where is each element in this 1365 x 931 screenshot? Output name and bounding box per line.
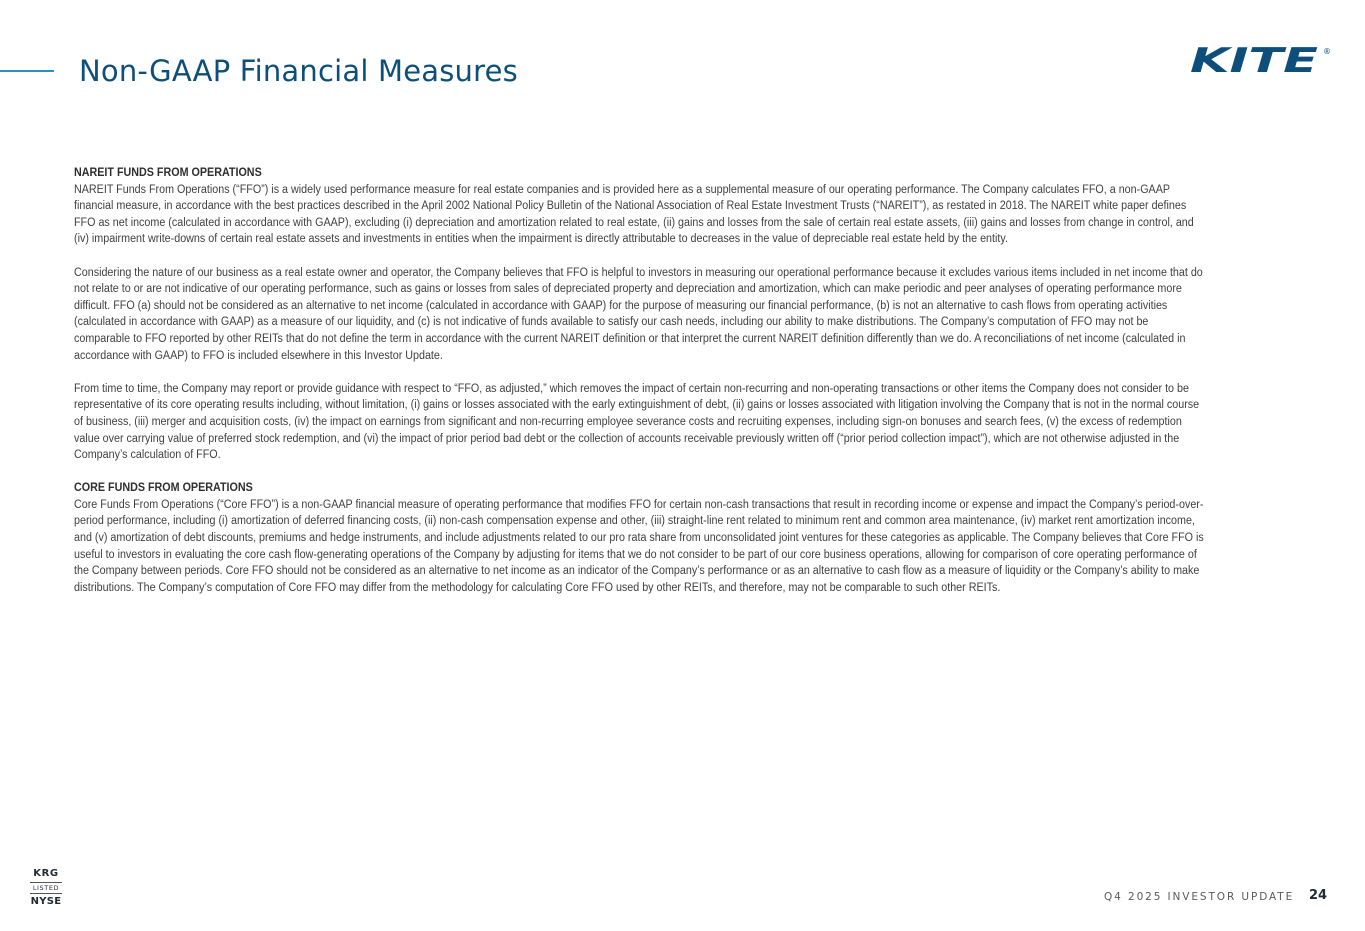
nyse-listed-badge [30,868,62,907]
section-heading: CORE FUNDS FROM OPERATIONS [74,482,253,495]
kite-logo [1188,42,1333,76]
logo-wordmark: KITE [1190,42,1318,76]
page-number: 24 [1309,888,1328,903]
registered-mark: ® [1323,47,1331,56]
paragraph: Core Funds From Operations (“Core FFO”) is a non-GAAP financial measure of operating performance that modifies FFO for certain non-cash transactions that result in recording income or expense and impact the Company’s period-over-period performance, including (i) amortization of deferred financing costs, (ii) non-cash compensation expense and other, (iii) straight-line rent related to minimum rent and common area maintenance, (iv) market rent amortization income, and (v) amortization of debt discounts, premiums and hedge instruments, and include adjustments related to our pro rata share from unconsolidated joint ventures for these categories as applicable. The Company believes that Core FFO is useful to investors in evaluating the core cash flow-generating operations of the Company by adjusting for items that we do not consider to be part of our core business operations, allowing for comparison of core operating performance of the Company between periods. Core FFO should not be considered as an alternative to net income as an indicator of the Company’s performance or as an alternative to cash flow as a measure of liquidity or the Company’s ability to make distributions. The Company’s computation of Core FFO may differ from the methodology for calculating Core FFO used by other REITs, and therefore, may not be comparable to such other REITs. [74,498,1204,594]
section-heading: NAREIT FUNDS FROM OPERATIONS [74,167,262,179]
exchange-label: NYSE [30,896,62,907]
section-nareit-ffo [74,165,1205,464]
listed-label: LISTED [30,882,62,894]
ticker-symbol: KRG [33,868,59,879]
paragraph: Considering the nature of our business as a real estate owner and operator, the Company believes that FFO is helpful to investors in measuring our operational performance because it excludes various items included in net income that do not relate to or are not indicative of our operating performance, such as gains or losses from sales of depreciated property and depreciation and amortization, which can make periodic and peer analyses of operating performance more difficult. FFO (a) should not be considered as an alternative to net income (calculated in accordance with GAAP) for the purpose of measuring our financial performance, (b) is not an alternative to cash flows from operating activities (calculated in accordance with GAAP) as a measure of our liquidity, and (c) is not indicative of funds available to satisfy our cash needs, including our ability to make distributions. The Company’s computation of FFO may not be comparable to FFO reported by other REITs that do not define the term in accordance with the current NAREIT definition or that interpret the current NAREIT definition differently than we do. A reconciliations of net income (calculated in accordance with GAAP) to FFO is included elsewhere in this Investor Update. [74,266,1203,362]
section-core-ffo [74,480,1205,596]
document-body [74,165,1205,596]
paragraph: From time to time, the Company may report or provide guidance with respect to “FFO, as adjusted,” which removes the impact of certain non-recurring and non-operating transactions or other items the Company does not consider to be representative of its core operating results including, without limitation, (i) gains or losses associated with the early extinguishment of debt, (ii) gains or losses associated with litigation involving the Company that is not in the normal course of business, (iii) merger and acquisition costs, (iv) the impact on earnings from significant and non-recurring employee severance costs and recruiting expenses, including sign-on bonuses and search fees, (v) the excess of redemption value over carrying value of preferred stock redemption, and (vi) the impact of prior period bad debt or the collection of accounts receivable previously written off (“prior period collection impact”), which are not otherwise adjusted in the Company’s calculation of FFO. [74,382,1200,462]
paragraph: NAREIT Funds From Operations (“FFO”) is a widely used performance measure for real estate companies and is provided here as a supplemental measure of our operating performance. The Company calculates FFO, a non-GAAP financial measure, in accordance with the best practices described in the April 2002 National Policy Bulletin of the National Association of Real Estate Investment Trusts (“NAREIT”), as restated in 2018. The NAREIT white paper defines FFO as net income (calculated in accordance with GAAP), excluding (i) depreciation and amortization related to real estate, (ii) gains and losses from the sale of certain real estate assets, (iii) gains and losses from change in control, and (iv) impairment write-downs of certain real estate assets and investments in entities when the impairment is directly attributable to decreases in the value of depreciable real estate held by the entity. [74,183,1194,246]
accent-line [0,70,54,72]
page-title: Non-GAAP Financial Measures [79,54,518,88]
report-label: Q4 2025 INVESTOR UPDATE [1104,891,1295,903]
